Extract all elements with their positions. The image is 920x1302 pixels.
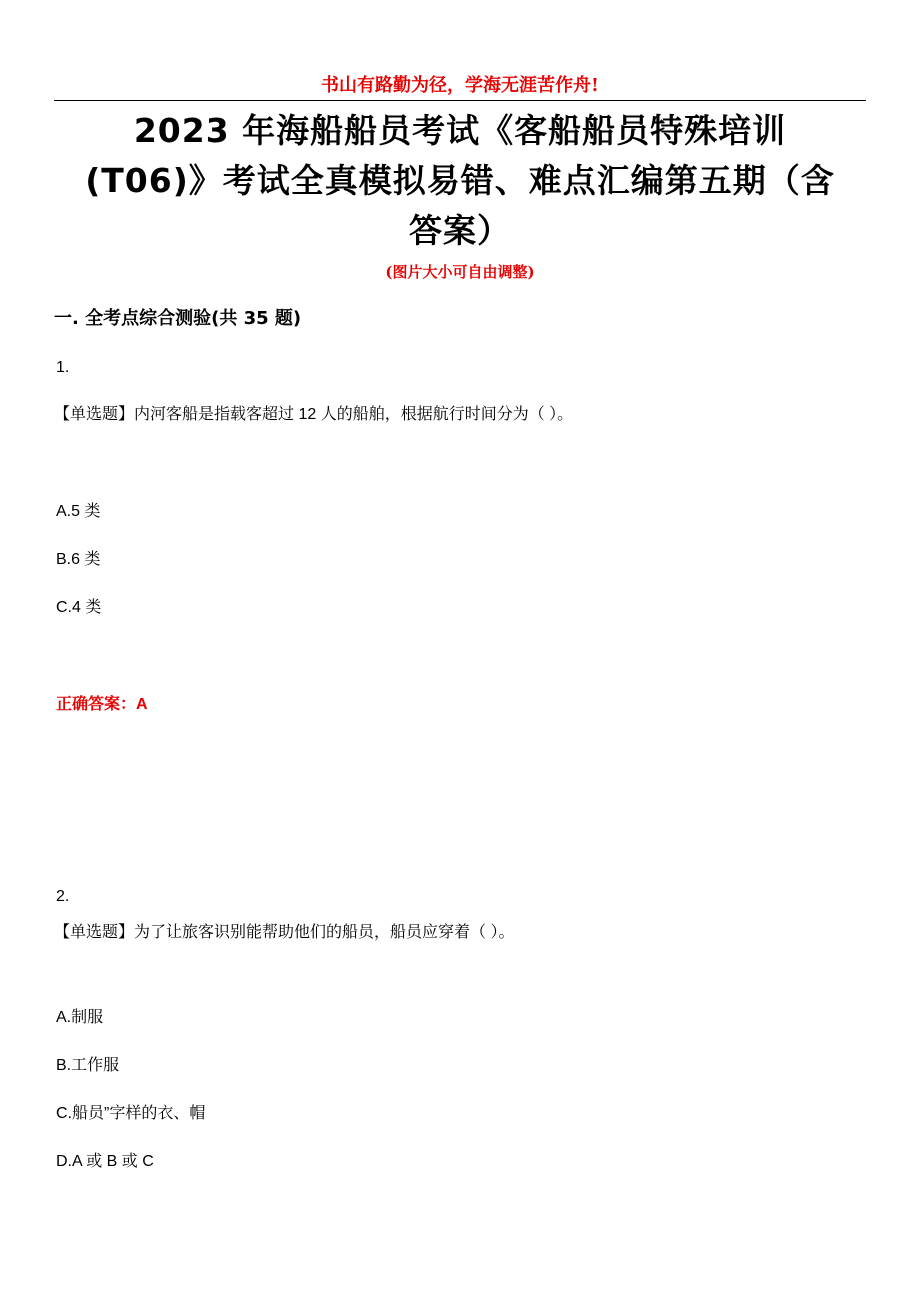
motto: 书山有路勤为径，学海无涯苦作舟!: [321, 75, 599, 96]
section-heading: 一. 全考点综合测验(共 35 题): [54, 308, 302, 329]
image-size-note: (图片大小可自由调整): [385, 263, 535, 281]
question-1-number: 1.: [56, 359, 70, 376]
question-1-text: 【单选题】内河客船是指载客超过 12 人的船舶，根据航行时间分为（ ）。: [54, 406, 574, 423]
question-1-option-b: B.6 类: [56, 551, 101, 568]
title-line-3: 答案）: [409, 211, 511, 250]
question-2-option-b: B.工作服: [56, 1057, 120, 1074]
page-title: [54, 106, 866, 256]
question-2-option-c: C.船员”字样的衣、帽: [56, 1105, 206, 1122]
question-1-option-c: C.4 类: [56, 599, 102, 616]
header-rule: [54, 100, 866, 101]
question-2-option-d: D.A 或 B 或 C: [56, 1153, 154, 1170]
question-2-option-a: A.制服: [56, 1009, 104, 1026]
title-line-2: (T06)》考试全真模拟易错、难点汇编第五期（含: [85, 161, 835, 200]
question-2-number: 2.: [56, 888, 70, 905]
question-1-answer: 正确答案：A: [56, 696, 148, 713]
question-2-text: 【单选题】为了让旅客识别能帮助他们的船员，船员应穿着（ ）。: [54, 924, 515, 941]
title-line-1: 2023 年海船船员考试《客船船员特殊培训: [133, 111, 787, 150]
question-1-option-a: A.5 类: [56, 503, 101, 520]
